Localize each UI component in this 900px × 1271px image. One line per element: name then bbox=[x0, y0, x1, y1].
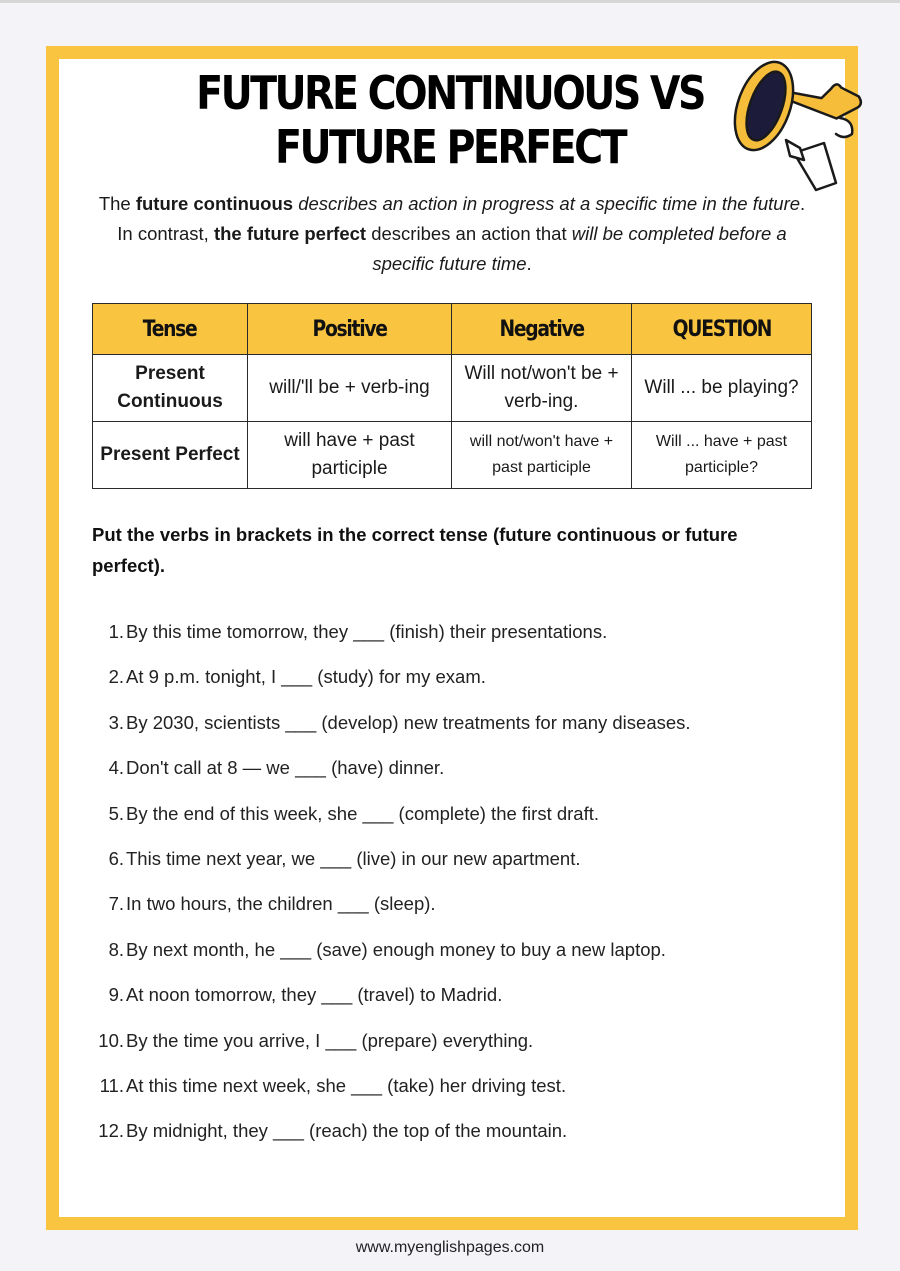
table-cell-tense: Present Perfect bbox=[93, 422, 248, 489]
table-cell-question: Will ... have + past participle? bbox=[632, 422, 812, 489]
exercise-number: 4. bbox=[108, 757, 124, 779]
table-cell-question: Will ... be playing? bbox=[632, 355, 812, 422]
exercise-number: 9. bbox=[108, 984, 124, 1006]
exercise-text: By the time you arrive, I ___ (prepare) everything. bbox=[126, 1029, 534, 1051]
exercise-item bbox=[0, 609, 691, 654]
exercise-item bbox=[0, 654, 691, 699]
exercise-item bbox=[0, 745, 691, 790]
exercise-item bbox=[0, 881, 691, 926]
exercise-item bbox=[0, 1063, 691, 1108]
exercise-number: 11. bbox=[99, 1074, 124, 1096]
exercise-text: At noon tomorrow, they ___ (travel) to Madrid. bbox=[126, 984, 503, 1006]
header-tense: Tense bbox=[93, 304, 248, 355]
exercise-number: 5. bbox=[108, 802, 124, 824]
exercise-item bbox=[0, 791, 691, 836]
exercise-number: 8. bbox=[108, 938, 124, 960]
page-title: FUTURE CONTINUOUS VS FUTURE PERFECT bbox=[196, 66, 704, 174]
term-future-perfect: the future perfect bbox=[213, 223, 367, 244]
exercise-item bbox=[0, 972, 691, 1017]
exercise-number: 1. bbox=[108, 621, 124, 642]
exercise-text: By midnight, they ___ (reach) the top of the mountain. bbox=[126, 1120, 568, 1142]
exercise-text: Don't call at 8 — we ___ (have) dinner. bbox=[126, 757, 445, 779]
page-top-edge bbox=[0, 0, 900, 3]
exercise-item bbox=[0, 927, 691, 972]
exercise-list bbox=[0, 609, 691, 1154]
exercise-item bbox=[0, 1018, 691, 1063]
table-cell-negative: Will not/won't be + verb-ing. bbox=[452, 355, 632, 422]
footer-url: www.myenglishpages.com bbox=[355, 1239, 545, 1256]
exercise-text: By next month, he ___ (save) enough money to buy a new laptop. bbox=[126, 938, 666, 960]
exercise-instructions: Put the verbs in brackets in the correct tense (future continuous or future perfect). bbox=[92, 524, 738, 576]
exercise-number: 12. bbox=[98, 1120, 124, 1142]
table-row bbox=[93, 355, 812, 422]
exercise-number: 10. bbox=[98, 1029, 124, 1051]
table-header-row bbox=[93, 304, 812, 355]
header-question: QUESTION bbox=[632, 304, 812, 355]
table-cell-positive: will have + past participle bbox=[248, 422, 452, 489]
megaphone-icon bbox=[728, 50, 866, 196]
exercise-text: This time next year, we ___ (live) in our new apartment. bbox=[126, 847, 581, 869]
exercise-item bbox=[0, 836, 691, 881]
table-cell-tense: Present Continuous bbox=[93, 355, 248, 422]
intro-paragraph: The future continuous describes an action in progress at a specific time in the future. In contrast, the future perfect describes an action that will be completed before a specific future time. bbox=[98, 193, 806, 274]
exercise-number: 3. bbox=[108, 711, 124, 733]
exercise-number: 6. bbox=[108, 847, 124, 869]
exercise-text: By the end of this week, she ___ (complete) the first draft. bbox=[126, 802, 600, 824]
table-cell-negative: will not/won't have + past participle bbox=[452, 422, 632, 489]
exercise-number: 2. bbox=[108, 666, 124, 688]
exercise-text: In two hours, the children ___ (sleep). bbox=[126, 893, 436, 915]
table-row bbox=[93, 422, 812, 489]
term-future-continuous: future continuous bbox=[135, 193, 294, 214]
exercise-text: At this time next week, she ___ (take) her driving test. bbox=[126, 1074, 567, 1096]
exercise-item bbox=[0, 1108, 691, 1153]
exercise-number: 7. bbox=[108, 893, 124, 915]
exercise-item bbox=[0, 700, 691, 745]
exercise-text: By this time tomorrow, they ___ (finish) their presentations. bbox=[126, 621, 608, 642]
exercise-text: By 2030, scientists ___ (develop) new treatments for many diseases. bbox=[126, 711, 691, 733]
tense-table bbox=[92, 303, 812, 489]
header-positive: Positive bbox=[248, 304, 452, 355]
table-cell-positive: will/'ll be + verb-ing bbox=[248, 355, 452, 422]
header-negative: Negative bbox=[452, 304, 632, 355]
exercise-text: At 9 p.m. tonight, I ___ (study) for my exam. bbox=[126, 666, 486, 688]
